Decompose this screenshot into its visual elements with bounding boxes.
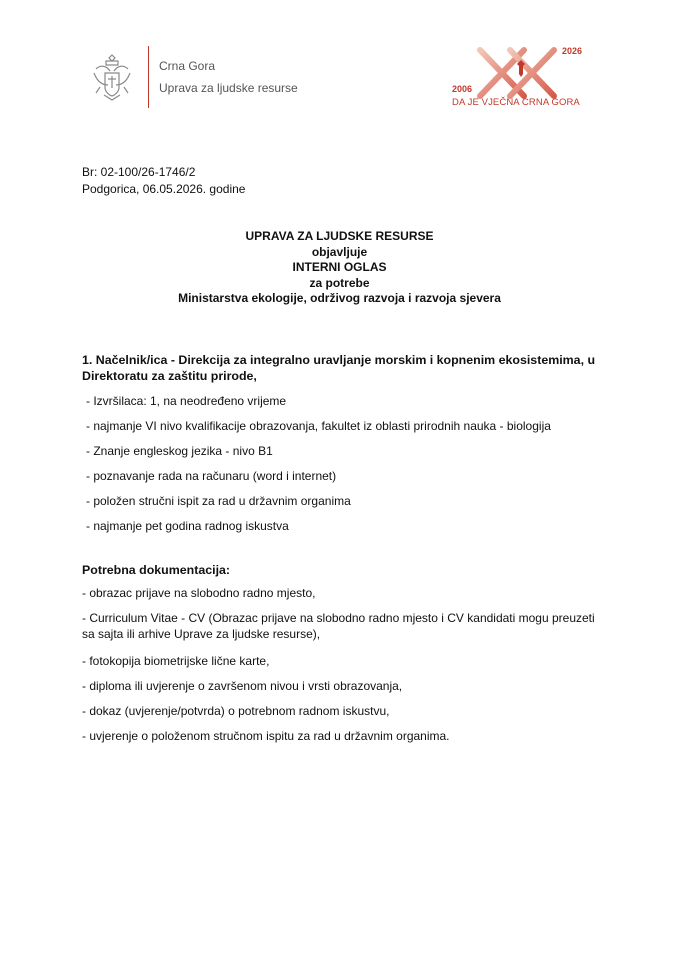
documentation-item: - uvjerenje o položenom stručnom ispitu za rad u državnim organima. bbox=[82, 729, 450, 743]
documentation-title: Potrebna dokumentacija: bbox=[82, 563, 231, 577]
announcement-line-3: INTERNI OGLAS bbox=[292, 260, 387, 274]
requirement-item: - najmanje pet godina radnog iskustva bbox=[86, 519, 289, 533]
documentation-item: - fotokopija biometrijske lične karte, bbox=[82, 654, 270, 668]
reference-number: Br: 02-100/26-1746/2 bbox=[82, 165, 196, 179]
jubilee-motto: DA JE VJEČNA CRNA GORA bbox=[452, 97, 580, 108]
jubilee-year-start: 2006 bbox=[452, 84, 473, 94]
coat-of-arms-icon bbox=[90, 51, 134, 103]
jubilee-year-end: 2026 bbox=[562, 46, 583, 56]
documentation-item: - dokaz (uvjerenje/potvrda) o potrebnom radnom iskustvu, bbox=[82, 704, 390, 718]
place-date: Podgorica, 06.05.2026. godine bbox=[82, 182, 246, 196]
announcement-line-2: objavljuje bbox=[311, 244, 368, 259]
org-header bbox=[90, 44, 298, 110]
requirement-item: - položen stručni ispit za rad u državnim organima bbox=[86, 494, 351, 508]
org-agency: Uprava za ljudske resurse bbox=[159, 81, 298, 95]
documentation-item: - diploma ili uvjerenje o završenom nivou i vrsti obrazovanja, bbox=[82, 679, 403, 693]
announcement-title bbox=[0, 229, 679, 307]
announcement-line-1: UPRAVA ZA LJUDSKE RESURSE bbox=[245, 229, 434, 243]
requirement-item: - najmanje VI nivo kvalifikacije obrazovanja, fakultet iz oblasti prirodnih nauka - biologija bbox=[86, 419, 551, 433]
org-country: Crna Gora bbox=[159, 59, 216, 73]
announcement-line-5: Ministarstva ekologije, održivog razvoja i razvoja sjevera bbox=[178, 291, 501, 305]
announcement-line-4: za potrebe bbox=[309, 275, 370, 290]
requirement-item: - Znanje engleskog jezika - nivo B1 bbox=[86, 444, 273, 458]
requirement-item: - Izvršilaca: 1, na neodređeno vrijeme bbox=[86, 394, 287, 408]
position-title: 1. Načelnik/ica - Direkcija za integralno uravljanje morskim i kopnenim ekosistemima, u Direktoratu za zaštitu prirode, bbox=[82, 353, 596, 383]
document-meta bbox=[82, 164, 245, 198]
header-divider bbox=[148, 46, 149, 108]
documentation-item: - Curriculum Vitae - CV (Obrazac prijave na slobodno radno mjesto i CV kandidati mogu preuzeti sa sajta ili arhive Uprave za ljudske resurse), bbox=[82, 611, 595, 641]
requirement-item: - poznavanje rada na računaru (word i internet) bbox=[86, 469, 337, 483]
documentation-item: - obrazac prijave na slobodno radno mjesto, bbox=[82, 586, 316, 600]
jubilee-logo bbox=[452, 44, 592, 112]
